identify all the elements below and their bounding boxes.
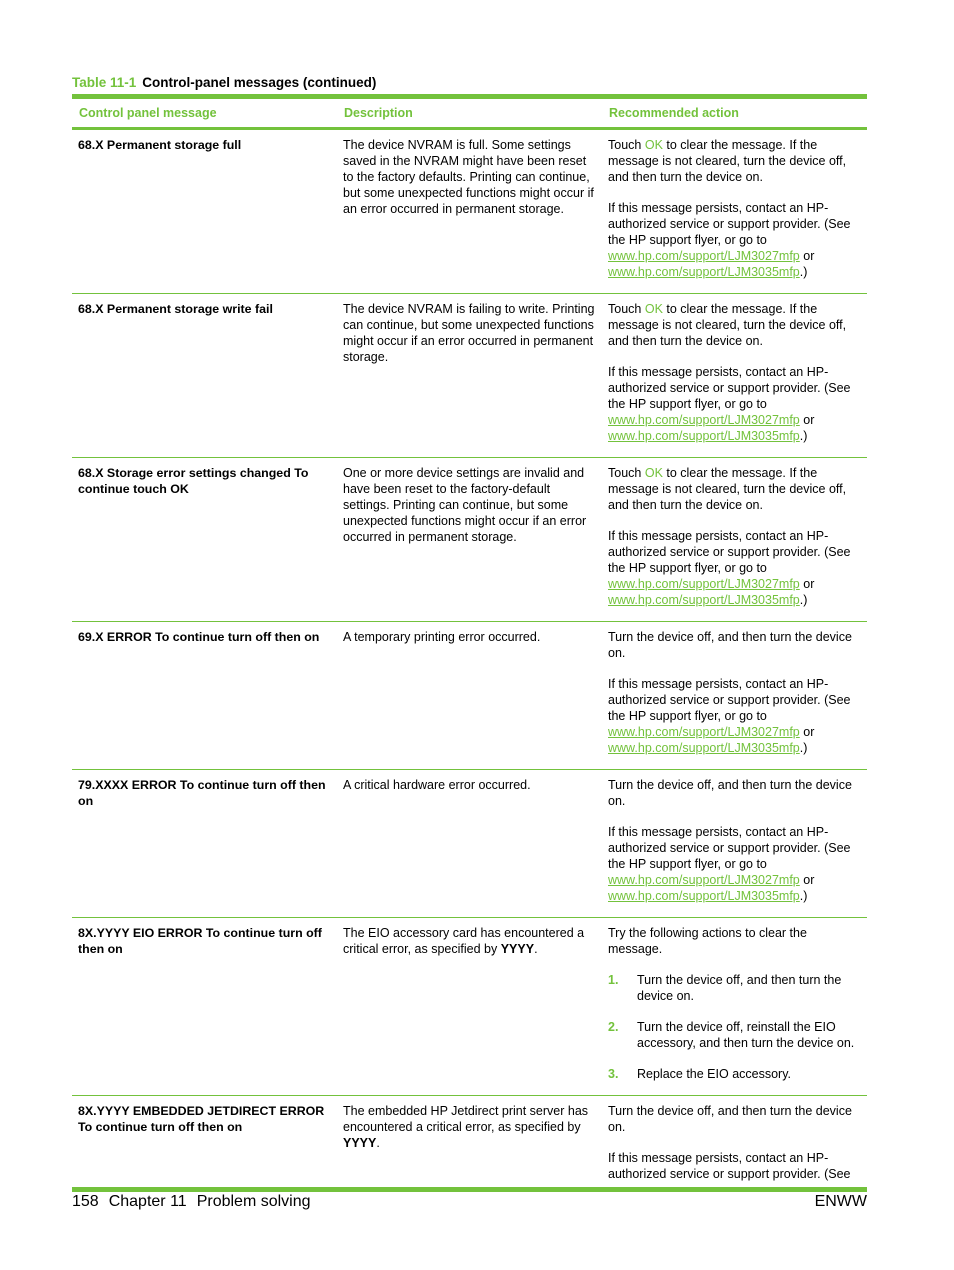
description-cell: The embedded HP Jetdirect print server has encountered a critical error, as specified by YYYY. [337, 1096, 602, 1190]
action-paragraph: If this message persists, contact an HP-authorized service or support provider. (See the HP support flyer, or go to www.hp.com/support/LJM3027mfp or www.hp.com/support/LJM3035mfp.) [608, 365, 851, 443]
error-code-placeholder: YYYY [500, 942, 535, 956]
table-row [72, 770, 867, 918]
action-paragraph: Try the following actions to clear the message. [608, 926, 807, 956]
action-paragraph: If this message persists, contact an HP-authorized service or support provider. (See the HP support flyer, or go to www.hp.com/support/LJM3027mfp or www.hp.com/support/LJM3035mfp.) [608, 825, 851, 903]
action-paragraph: If this message persists, contact an HP-authorized service or support provider. (See [608, 1151, 851, 1181]
action-cell [602, 458, 867, 622]
action-paragraph: Turn the device off, and then turn the device on. [608, 1104, 852, 1134]
support-link-3027[interactable]: www.hp.com/support/LJM3027mfp [608, 873, 800, 887]
message-cell: 79.XXXX ERROR To continue turn off then on [72, 770, 337, 918]
table-row [72, 622, 867, 770]
support-link-3035[interactable]: www.hp.com/support/LJM3035mfp [608, 265, 800, 279]
description-cell: The device NVRAM is failing to write. Printing can continue, but some unexpected functions might occur if an error occurred in permanent storage. [337, 294, 602, 458]
support-link-3035[interactable]: www.hp.com/support/LJM3035mfp [608, 429, 800, 443]
action-paragraph: If this message persists, contact an HP-authorized service or support provider. (See the HP support flyer, or go to www.hp.com/support/LJM3027mfp or www.hp.com/support/LJM3035mfp.) [608, 201, 851, 279]
message-cell: 68.X Permanent storage full [72, 129, 337, 294]
support-link-3027[interactable]: www.hp.com/support/LJM3027mfp [608, 249, 800, 263]
table-row [72, 458, 867, 622]
list-item: 1. Turn the device off, and then turn the device on. [608, 973, 842, 1003]
support-link-3035[interactable]: www.hp.com/support/LJM3035mfp [608, 593, 800, 607]
action-paragraph: If this message persists, contact an HP-authorized service or support provider. (See the HP support flyer, or go to www.hp.com/support/LJM3027mfp or www.hp.com/support/LJM3035mfp.) [608, 677, 851, 755]
message-cell: 69.X ERROR To continue turn off then on [72, 622, 337, 770]
description-cell: The device NVRAM is full. Some settings saved in the NVRAM might have been reset to the factory defaults. Printing can continue, but some unexpected functions might occur if an error occurred in permanent storage. [337, 129, 602, 294]
ok-key-label: OK [644, 466, 663, 480]
list-item: 2. Turn the device off, reinstall the EIO accessory, and then turn the device on. [608, 1020, 855, 1050]
action-cell [602, 622, 867, 770]
action-paragraph: Touch OK to clear the message. If the message is not cleared, turn the device off, and then turn the device on. [608, 466, 847, 512]
action-paragraph: Touch OK to clear the message. If the message is not cleared, turn the device off, and then turn the device on. [608, 302, 847, 348]
message-cell: 8X.YYYY EIO ERROR To continue turn off then on [72, 918, 337, 1096]
message-cell: 68.X Permanent storage write fail [72, 294, 337, 458]
header-message: Control panel message [72, 97, 337, 129]
footer-right: ENWW [814, 1193, 867, 1210]
support-link-3027[interactable]: www.hp.com/support/LJM3027mfp [608, 577, 800, 591]
action-steps-list [608, 972, 863, 1082]
description-cell: The EIO accessory card has encountered a critical error, as specified by YYYY. [337, 918, 602, 1096]
action-cell [602, 770, 867, 918]
footer-left [72, 1193, 311, 1211]
description-cell: A critical hardware error occurred. [337, 770, 602, 918]
description-cell: A temporary printing error occurred. [337, 622, 602, 770]
description-cell: One or more device settings are invalid and have been reset to the factory-default settings. Printing can continue, but some unexpected functions might occur if an error occurred in permanent storage. [337, 458, 602, 622]
error-code-placeholder: YYYY [343, 1136, 377, 1150]
control-panel-messages-table [72, 94, 867, 1192]
table-row [72, 294, 867, 458]
header-row [72, 97, 867, 129]
table-row [72, 1096, 867, 1190]
list-item: 3. Replace the EIO accessory. [608, 1067, 792, 1081]
action-cell [602, 918, 867, 1096]
header-description: Description [337, 97, 602, 129]
footer-chapter: Chapter 11 [108, 1193, 187, 1210]
action-paragraph: Turn the device off, and then turn the device on. [608, 778, 852, 808]
support-link-3035[interactable]: www.hp.com/support/LJM3035mfp [608, 889, 800, 903]
action-cell [602, 1096, 867, 1190]
support-link-3027[interactable]: www.hp.com/support/LJM3027mfp [608, 413, 800, 427]
header-action: Recommended action [602, 97, 867, 129]
action-cell [602, 294, 867, 458]
message-cell: 8X.YYYY EMBEDDED JETDIRECT ERROR To continue turn off then on [72, 1096, 337, 1190]
table-row [72, 129, 867, 294]
support-link-3035[interactable]: www.hp.com/support/LJM3035mfp [608, 741, 800, 755]
action-paragraph: If this message persists, contact an HP-authorized service or support provider. (See the HP support flyer, or go to www.hp.com/support/LJM3027mfp or www.hp.com/support/LJM3035mfp.) [608, 529, 851, 607]
support-link-3027[interactable]: www.hp.com/support/LJM3027mfp [608, 725, 800, 739]
message-cell: 68.X Storage error settings changed To continue touch OK [72, 458, 337, 622]
footer-section: Problem solving [196, 1193, 311, 1210]
ok-key-label: OK [644, 138, 663, 152]
action-cell [602, 129, 867, 294]
table-row [72, 918, 867, 1096]
table-title: Control-panel messages (continued) [142, 75, 377, 90]
action-paragraph: Touch OK to clear the message. If the message is not cleared, turn the device off, and then turn the device on. [608, 138, 847, 184]
page-number: 158 [72, 1193, 99, 1210]
ok-key-label: OK [644, 302, 663, 316]
table-caption [72, 75, 376, 90]
table-number: Table 11-1 [72, 75, 137, 90]
action-paragraph: Turn the device off, and then turn the device on. [608, 630, 852, 660]
